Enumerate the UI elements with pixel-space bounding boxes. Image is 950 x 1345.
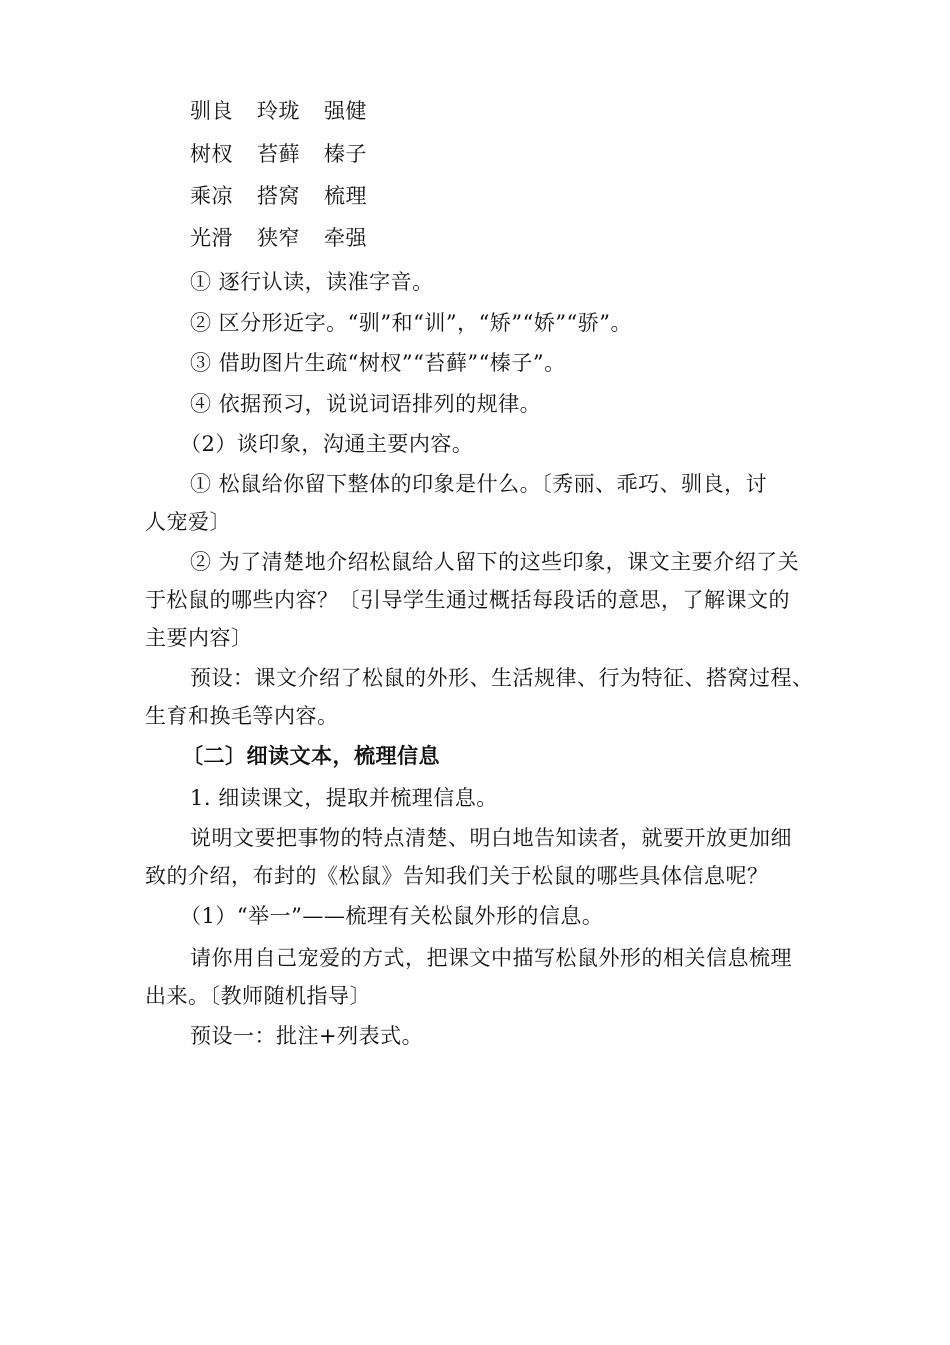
step-2: ② 区分形近字。“驯”和“训”，“矫”“娇”“骄”。 bbox=[190, 311, 633, 335]
vocab-word: 狭窄 bbox=[257, 226, 300, 250]
sub-heading-2: （2）谈印象，沟通主要内容。 bbox=[180, 432, 474, 456]
step-3: ③ 借助图片生疏“树杈”“苔藓”“榛子”。 bbox=[190, 351, 566, 375]
vocab-word: 梳理 bbox=[324, 184, 367, 208]
preset-one: 预设一：批注+列表式。 bbox=[190, 1024, 424, 1048]
vocab-word: 乘凉 bbox=[190, 184, 233, 208]
vocab-word: 牵强 bbox=[324, 226, 367, 250]
question-1-line-2: 人宠爱〕 bbox=[145, 510, 231, 534]
step-1: ① 逐行认读，读准字音。 bbox=[190, 270, 434, 294]
sub-heading-1: （1）“举一”——梳理有关松鼠外形的信息。 bbox=[180, 904, 604, 928]
question-2-line-2: 于松鼠的哪些内容？〔引导学生通过概括每段话的意思，了解课文的 bbox=[145, 588, 790, 612]
intro-line-2: 致的介绍，布封的《松鼠》告知我们关于松鼠的哪些具体信息呢？ bbox=[145, 864, 769, 888]
vocab-word: 驯良 bbox=[190, 99, 233, 123]
vocab-word: 强健 bbox=[324, 99, 367, 123]
vocab-row-4 bbox=[190, 224, 391, 252]
vocab-word: 光滑 bbox=[190, 226, 233, 250]
vocab-row-2 bbox=[190, 140, 391, 168]
vocab-word: 搭窝 bbox=[257, 184, 300, 208]
task-line-2: 出来。〔教师随机指导〕 bbox=[145, 984, 371, 1008]
intro-line-1: 说明文要把事物的特点清楚、明白地告知读者，就要开放更加细 bbox=[190, 826, 792, 850]
question-2-line-1: ② 为了清楚地介绍松鼠给人留下的这些印象，课文主要介绍了关 bbox=[190, 550, 800, 574]
item-1: 1. 细读课文，提取并梳理信息。 bbox=[190, 786, 498, 810]
vocab-word: 苔藓 bbox=[257, 142, 300, 166]
section-heading-2: 〔二〕细读文本，梳理信息 bbox=[182, 743, 440, 768]
step-4: ④ 依据预习，说说词语排列的规律。 bbox=[190, 392, 542, 416]
vocab-row-1 bbox=[190, 97, 391, 125]
vocab-word: 树杈 bbox=[190, 142, 233, 166]
question-2-line-3: 主要内容〕 bbox=[145, 626, 253, 650]
vocab-word: 玲珑 bbox=[257, 99, 300, 123]
preset-line-1: 预设：课文介绍了松鼠的外形、生活规律、行为特征、搭窝过程、 bbox=[190, 666, 814, 690]
question-1-line-1: ① 松鼠给你留下整体的印象是什么。〔秀丽、乖巧、驯良，讨 bbox=[190, 472, 768, 496]
preset-line-2: 生育和换毛等内容。 bbox=[145, 704, 339, 728]
task-line-1: 请你用自己宠爱的方式，把课文中描写松鼠外形的相关信息梳理 bbox=[190, 946, 792, 970]
vocab-word: 榛子 bbox=[324, 142, 367, 166]
vocab-row-3 bbox=[190, 182, 391, 210]
